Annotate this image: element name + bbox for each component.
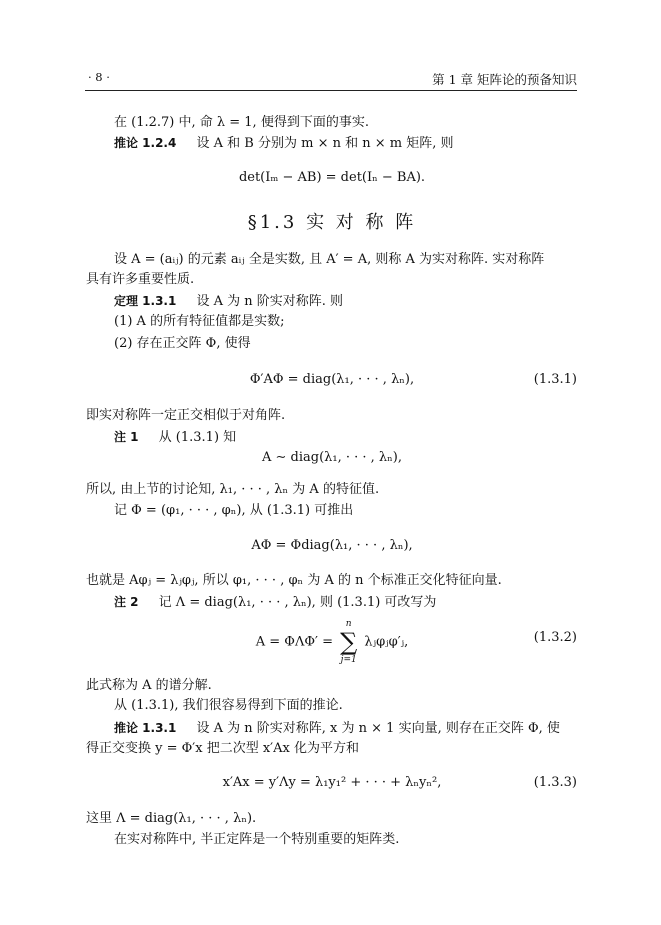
theorem-1-3-1 bbox=[114, 292, 343, 311]
equation-number: (1.3.2) bbox=[533, 630, 577, 645]
equation-number: (1.3.3) bbox=[533, 775, 577, 790]
paragraph-line: 从 (1.3.1), 我们很容易得到下面的推论. bbox=[114, 698, 343, 713]
paragraph-line: 设 A = (aᵢⱼ) 的元素 aᵢⱼ 全是实数, 且 A′ = A, 则称 A 为实对称阵. 实对称阵 bbox=[114, 252, 545, 267]
corollary-text: 设 A 为 n 阶实对称阵, x 为 n × 1 实向量, 则存在正交阵 Φ, 使 bbox=[196, 721, 560, 736]
note-label: 注 1 bbox=[114, 430, 139, 444]
note-text: 记 Λ = diag(λ₁, · · · , λₙ), 则 (1.3.1) 可改写为 bbox=[158, 595, 437, 610]
corollary-label: 推论 1.3.1 bbox=[114, 721, 177, 735]
summation bbox=[340, 618, 357, 666]
paragraph-line: 即实对称阵一定正交相似于对角阵. bbox=[86, 408, 286, 423]
sum-upper-limit: n bbox=[345, 619, 352, 629]
list-item: (2) 存在正交阵 Φ, 使得 bbox=[114, 336, 251, 351]
section-title: §1.3 实 对 称 阵 bbox=[247, 212, 417, 233]
note-text: 从 (1.3.1) 知 bbox=[158, 430, 237, 445]
corollary-1-2-4 bbox=[114, 134, 453, 153]
equation-lhs: A = ΦΛΦ′ = bbox=[255, 634, 333, 650]
equation-similar: A ∼ diag(λ₁, · · · , λₙ), bbox=[261, 450, 402, 465]
chapter-title: 第 1 章 矩阵论的预备知识 bbox=[432, 72, 577, 87]
corollary-label: 推论 1.2.4 bbox=[114, 136, 177, 150]
sum-symbol: ∑ bbox=[340, 628, 358, 656]
sum-lower-limit: j=1 bbox=[340, 655, 357, 665]
paragraph-line: 所以, 由上节的讨论知, λ₁, · · · , λₙ 为 A 的特征值. bbox=[86, 482, 380, 497]
note-2 bbox=[114, 593, 436, 612]
equation-1-3-1: Φ′AΦ = diag(λ₁, · · · , λₙ), bbox=[249, 372, 415, 387]
corollary-text: 设 A 和 B 分别为 m × n 和 n × m 矩阵, 则 bbox=[196, 136, 454, 151]
equation-aphi: AΦ = Φdiag(λ₁, · · · , λₙ), bbox=[251, 538, 413, 553]
paragraph-line: 这里 Λ = diag(λ₁, · · · , λₙ). bbox=[86, 811, 257, 826]
equation-number: (1.3.1) bbox=[533, 372, 577, 387]
theorem-label: 定理 1.3.1 bbox=[114, 294, 177, 308]
equation-1-3-3: x′Ax = y′Λy = λ₁y₁² + · · · + λₙyₙ², bbox=[222, 775, 442, 790]
equation-det: det(Iₘ − AB) = det(Iₙ − BA). bbox=[238, 170, 426, 185]
equation-rhs: λⱼφⱼφ′ⱼ, bbox=[364, 634, 409, 650]
page-number: · 8 · bbox=[88, 70, 110, 84]
running-header bbox=[85, 70, 577, 90]
paragraph-line: 也就是 Aφⱼ = λⱼφⱼ, 所以 φ₁, · · · , φₙ 为 A 的 n 个标准正交化特征向量. bbox=[86, 573, 502, 588]
text-line: 在 (1.2.7) 中, 命 λ = 1, 便得到下面的事实. bbox=[114, 115, 369, 130]
header-rule bbox=[85, 90, 577, 91]
list-item: (1) A 的所有特征值都是实数; bbox=[114, 314, 285, 329]
equation-1-3-2 bbox=[86, 618, 578, 666]
note-1 bbox=[114, 428, 236, 447]
paragraph-line: 具有许多重要性质. bbox=[86, 272, 195, 287]
theorem-text: 设 A 为 n 阶实对称阵. 则 bbox=[196, 294, 344, 309]
paragraph-line: 得正交变换 y = Φ′x 把二次型 x′Ax 化为平方和 bbox=[86, 741, 359, 756]
paragraph-line: 记 Φ = (φ₁, · · · , φₙ), 从 (1.3.1) 可推出 bbox=[114, 503, 354, 518]
note-label: 注 2 bbox=[114, 595, 139, 609]
corollary-1-3-1 bbox=[114, 719, 560, 738]
paragraph-line: 在实对称阵中, 半正定阵是一个特别重要的矩阵类. bbox=[114, 832, 400, 847]
paragraph-line: 此式称为 A 的谱分解. bbox=[86, 678, 212, 693]
